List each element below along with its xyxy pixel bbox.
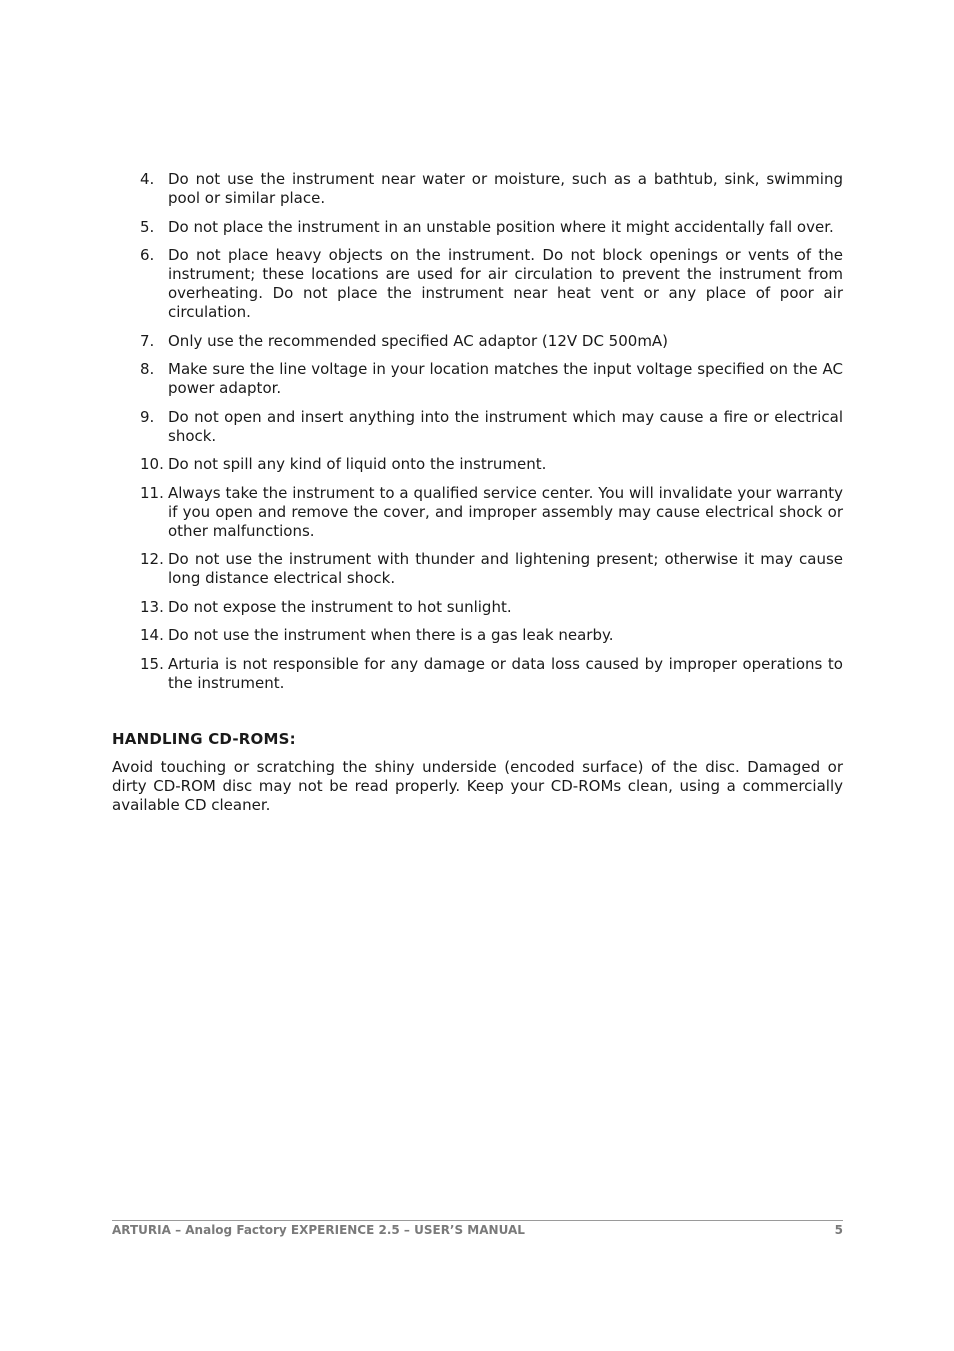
item-number: 15. [140, 654, 164, 673]
list-item [112, 246, 843, 322]
footer-title: ARTURIA – Analog Factory EXPERIENCE 2.5 – USER’S MANUAL [112, 1223, 525, 1237]
item-number: 9. [140, 407, 155, 426]
item-number: 13. [140, 597, 164, 616]
item-text: Do not use the instrument with thunder and lightening present; otherwise it may cause long distance electrical shock. [168, 550, 843, 587]
page-content [112, 170, 843, 815]
list-item [112, 170, 843, 208]
list-item [112, 550, 843, 588]
item-number: 7. [140, 331, 155, 350]
item-text: Do not place heavy objects on the instrument. Do not block openings or vents of the instrument; these locations are used for air circulation to prevent the instrument from overheating. Do not place the instrument near heat vent or any place of poor air circulation. [168, 246, 843, 321]
safety-instructions-list [112, 170, 843, 693]
item-number: 10. [140, 455, 164, 473]
item-text: Do not use the instrument near water or moisture, such as a bathtub, sink, swimming pool or similar place. [168, 170, 843, 207]
list-item [112, 455, 843, 474]
item-text: Only use the recommended specified AC adaptor (12V DC 500mA) [168, 331, 669, 350]
item-number: 6. [140, 246, 155, 264]
list-item [112, 408, 843, 446]
cdrom-heading: HANDLING CD-ROMS: [112, 729, 296, 748]
page-footer [112, 1220, 843, 1237]
item-number: 11. [140, 483, 164, 502]
item-text: Do not spill any kind of liquid onto the instrument. [168, 455, 547, 473]
item-number: 4. [140, 170, 155, 188]
item-number: 8. [140, 360, 155, 378]
list-item [112, 626, 843, 645]
list-item [112, 332, 843, 351]
item-text: Do not expose the instrument to hot sunlight. [168, 597, 512, 616]
item-text: Do not place the instrument in an unstable position where it might accidentally fall over. [168, 217, 834, 236]
list-item [112, 655, 843, 693]
item-text: Arturia is not responsible for any damage or data loss caused by improper operations to the instrument. [168, 654, 843, 692]
item-text: Make sure the line voltage in your location matches the input voltage specified on the AC power adaptor. [168, 360, 843, 397]
item-text: Always take the instrument to a qualified service center. You will invalidate your warranty if you open and remove the cover, and improper assembly may cause electrical shock or other malfunctions. [168, 483, 843, 540]
list-item [112, 360, 843, 398]
list-item [112, 598, 843, 617]
item-text: Do not open and insert anything into the instrument which may cause a fire or electrical shock. [168, 407, 843, 445]
cdrom-paragraph: Avoid touching or scratching the shiny underside (encoded surface) of the disc. Damaged or dirty CD-ROM disc may not be read properly. Keep your CD-ROMs clean, using a commercially available CD cleaner. [112, 757, 843, 814]
item-number: 5. [140, 217, 155, 236]
item-text: Do not use the instrument when there is a gas leak nearby. [168, 626, 614, 644]
item-number: 12. [140, 550, 164, 568]
page-number: 5 [834, 1223, 843, 1237]
list-item [112, 484, 843, 541]
item-number: 14. [140, 626, 164, 644]
list-item [112, 218, 843, 237]
